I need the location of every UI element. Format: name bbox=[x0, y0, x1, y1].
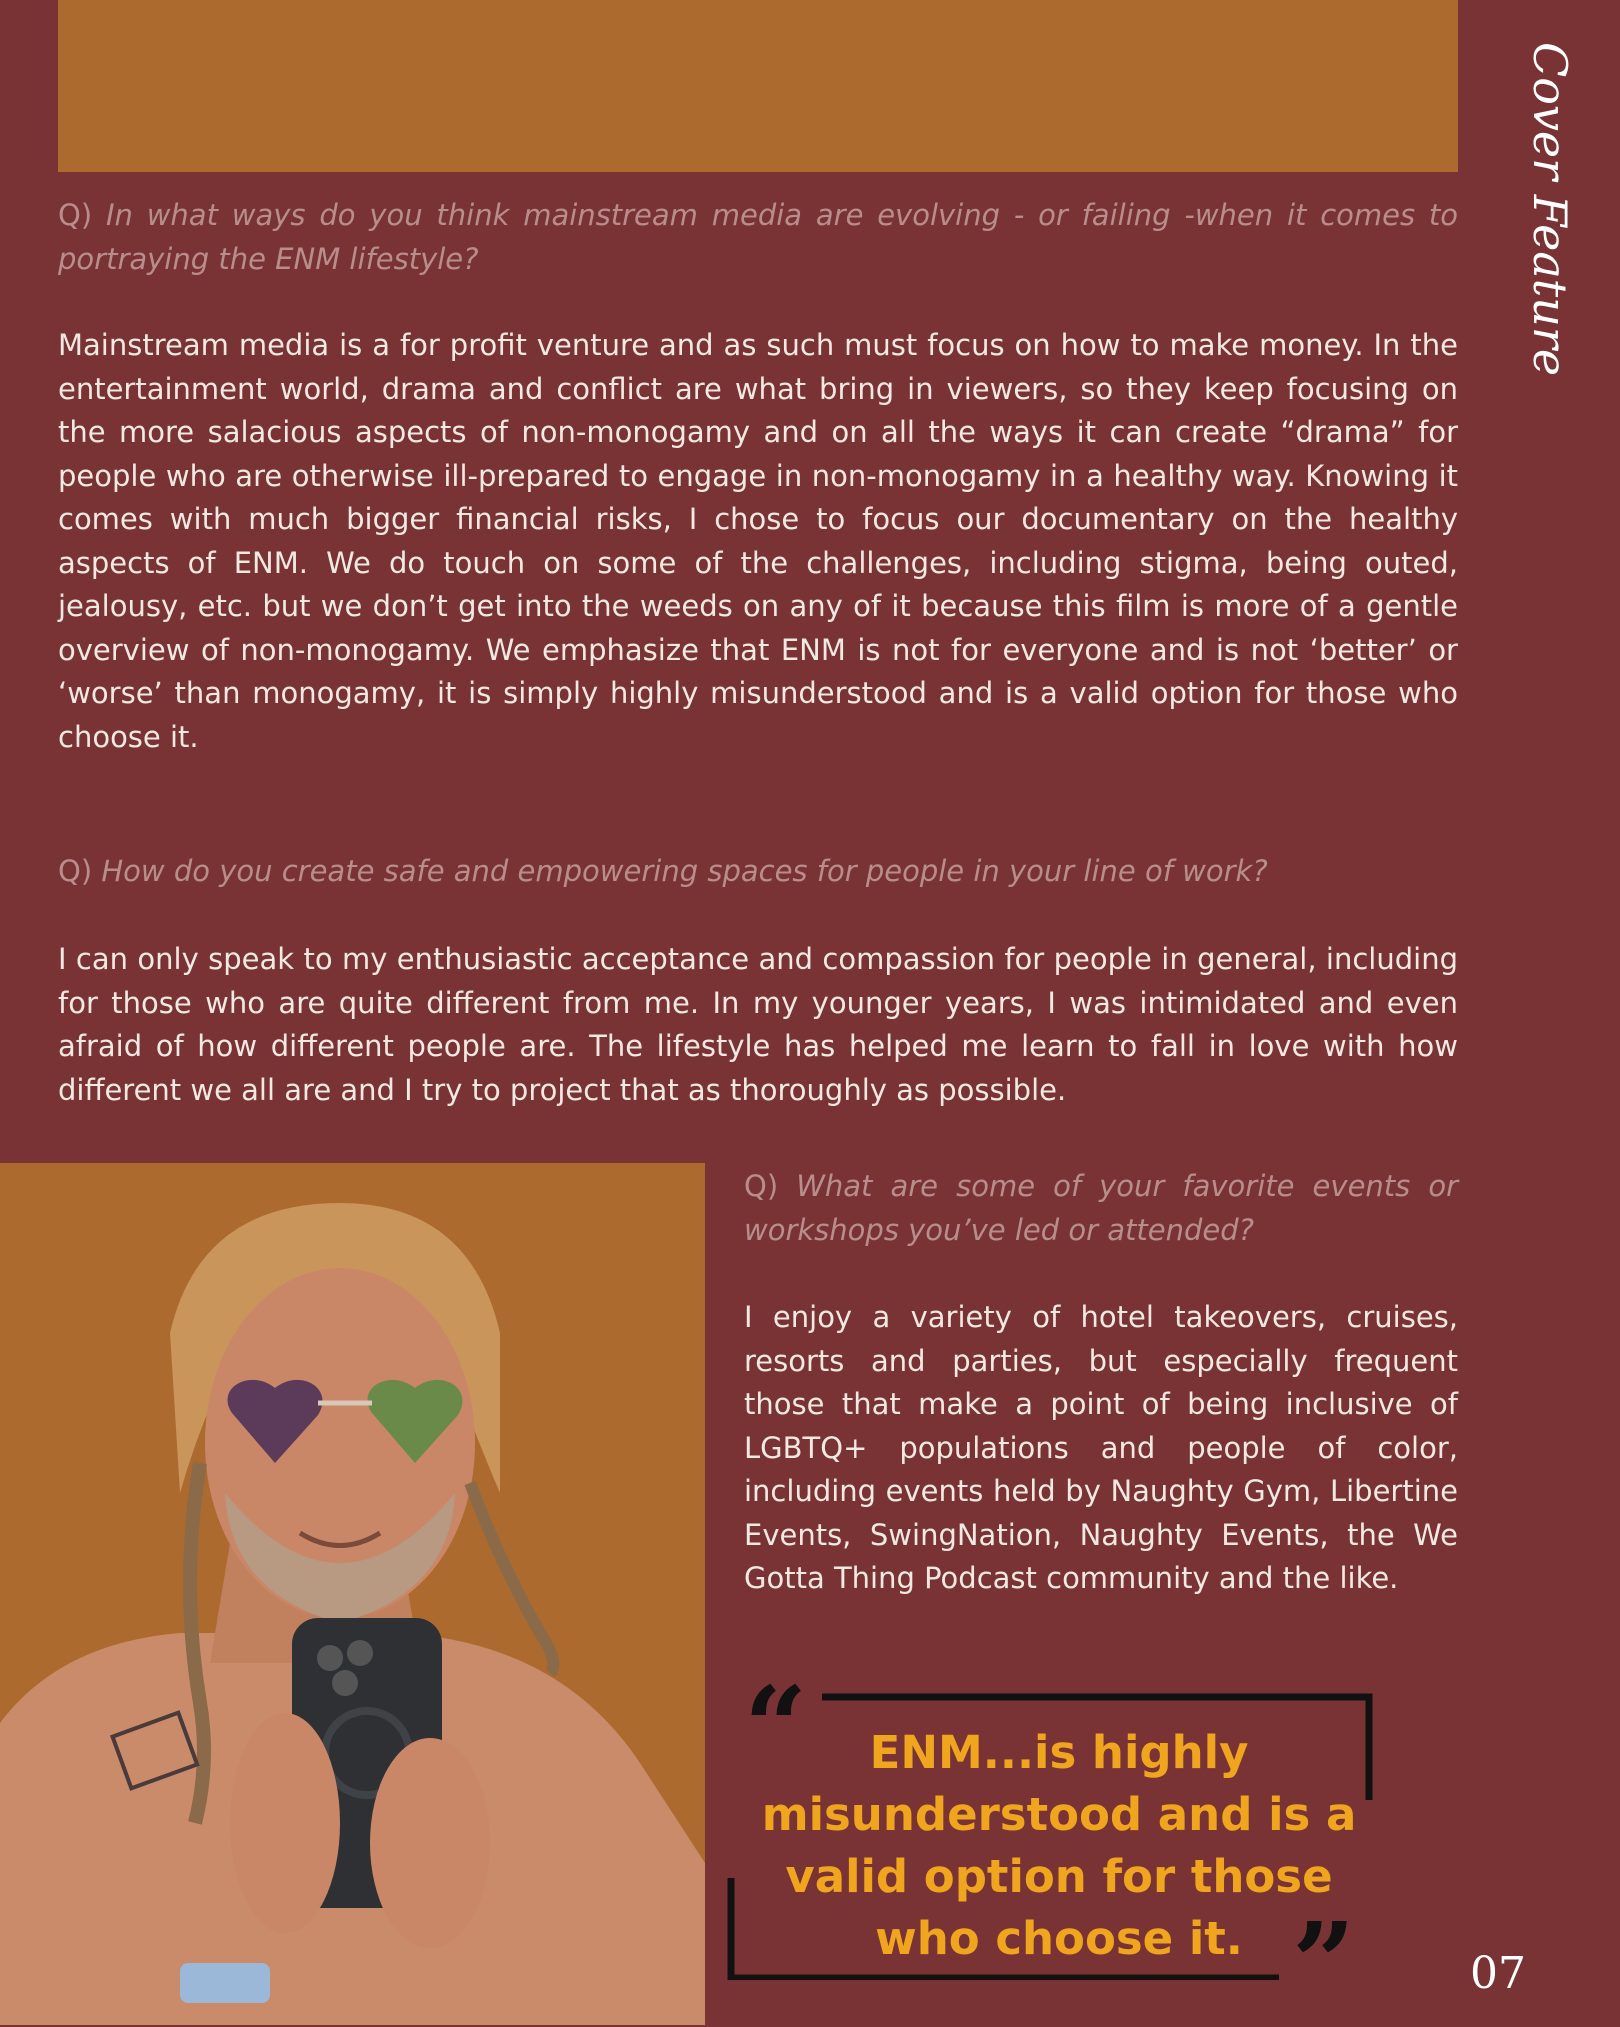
question-2 bbox=[58, 850, 1458, 894]
section-label: Cover Feature bbox=[1523, 42, 1577, 377]
close-quote-mark: ” bbox=[1292, 1898, 1356, 2027]
portrait-photo bbox=[0, 1163, 705, 2025]
top-color-banner bbox=[58, 0, 1458, 172]
pull-quote bbox=[724, 1662, 1374, 2027]
question-3 bbox=[744, 1165, 1458, 1252]
question-text: In what ways do you think mainstream media are evolving - or failing -when it comes to portraying the ENM lifestyle? bbox=[58, 198, 1459, 276]
question-prefix: Q) bbox=[744, 1169, 779, 1203]
answer-3: I enjoy a variety of hotel takeovers, cruises, resorts and parties, but especially frequent those that make a point of being inclusive of LGBTQ+ populations and people of color, including events held by Naughty Gym, Libertine Events, SwingNation, Naughty Events, the We Gotta Thing Podcast community and the like. bbox=[744, 1300, 1458, 1595]
question-1 bbox=[58, 194, 1458, 281]
question-text: How do you create safe and empowering spaces for people in your line of work? bbox=[101, 854, 1268, 888]
question-prefix: Q) bbox=[58, 854, 93, 888]
open-quote-mark: “ bbox=[744, 1662, 808, 1791]
answer-2: I can only speak to my enthusiastic acceptance and compassion for people in general, including for those who are quite different from me. In my younger years, I was intimidated and even afraid of how different people are. The lifestyle has helped me learn to fall in love with how different we all are and I try to project that as thoroughly as possible. bbox=[58, 942, 1458, 1107]
pull-quote-text: ENM...is highly misunderstood and is a valid option for those who choose it. bbox=[761, 1726, 1357, 1965]
question-prefix: Q) bbox=[58, 198, 93, 232]
page-number: 07 bbox=[1470, 1948, 1526, 1999]
question-text: What are some of your favorite events or workshops you’ve led or attended? bbox=[744, 1169, 1459, 1247]
answer-1: Mainstream media is a for profit venture and as such must focus on how to make money. In the entertainment world, drama and conflict are what bring in viewers, so they keep focusing on the more salacious aspects of non-monogamy and on all the ways it can create “drama” for people who are otherwise ill-prepared to engage in non-monogamy in a healthy way. Knowing it comes with much bigger financial risks, I chose to focus our documentary on the healthy aspects of ENM. We do touch on some of the challenges, including stigma, being outed, jealousy, etc. but we don’t get into the weeds on any of it because this film is more of a gentle overview of non-monogamy. We emphasize that ENM is not for everyone and is not ‘better’ or ‘worse’ than monogamy, it is simply highly misunderstood and is a valid option for those who choose it. bbox=[58, 328, 1458, 754]
